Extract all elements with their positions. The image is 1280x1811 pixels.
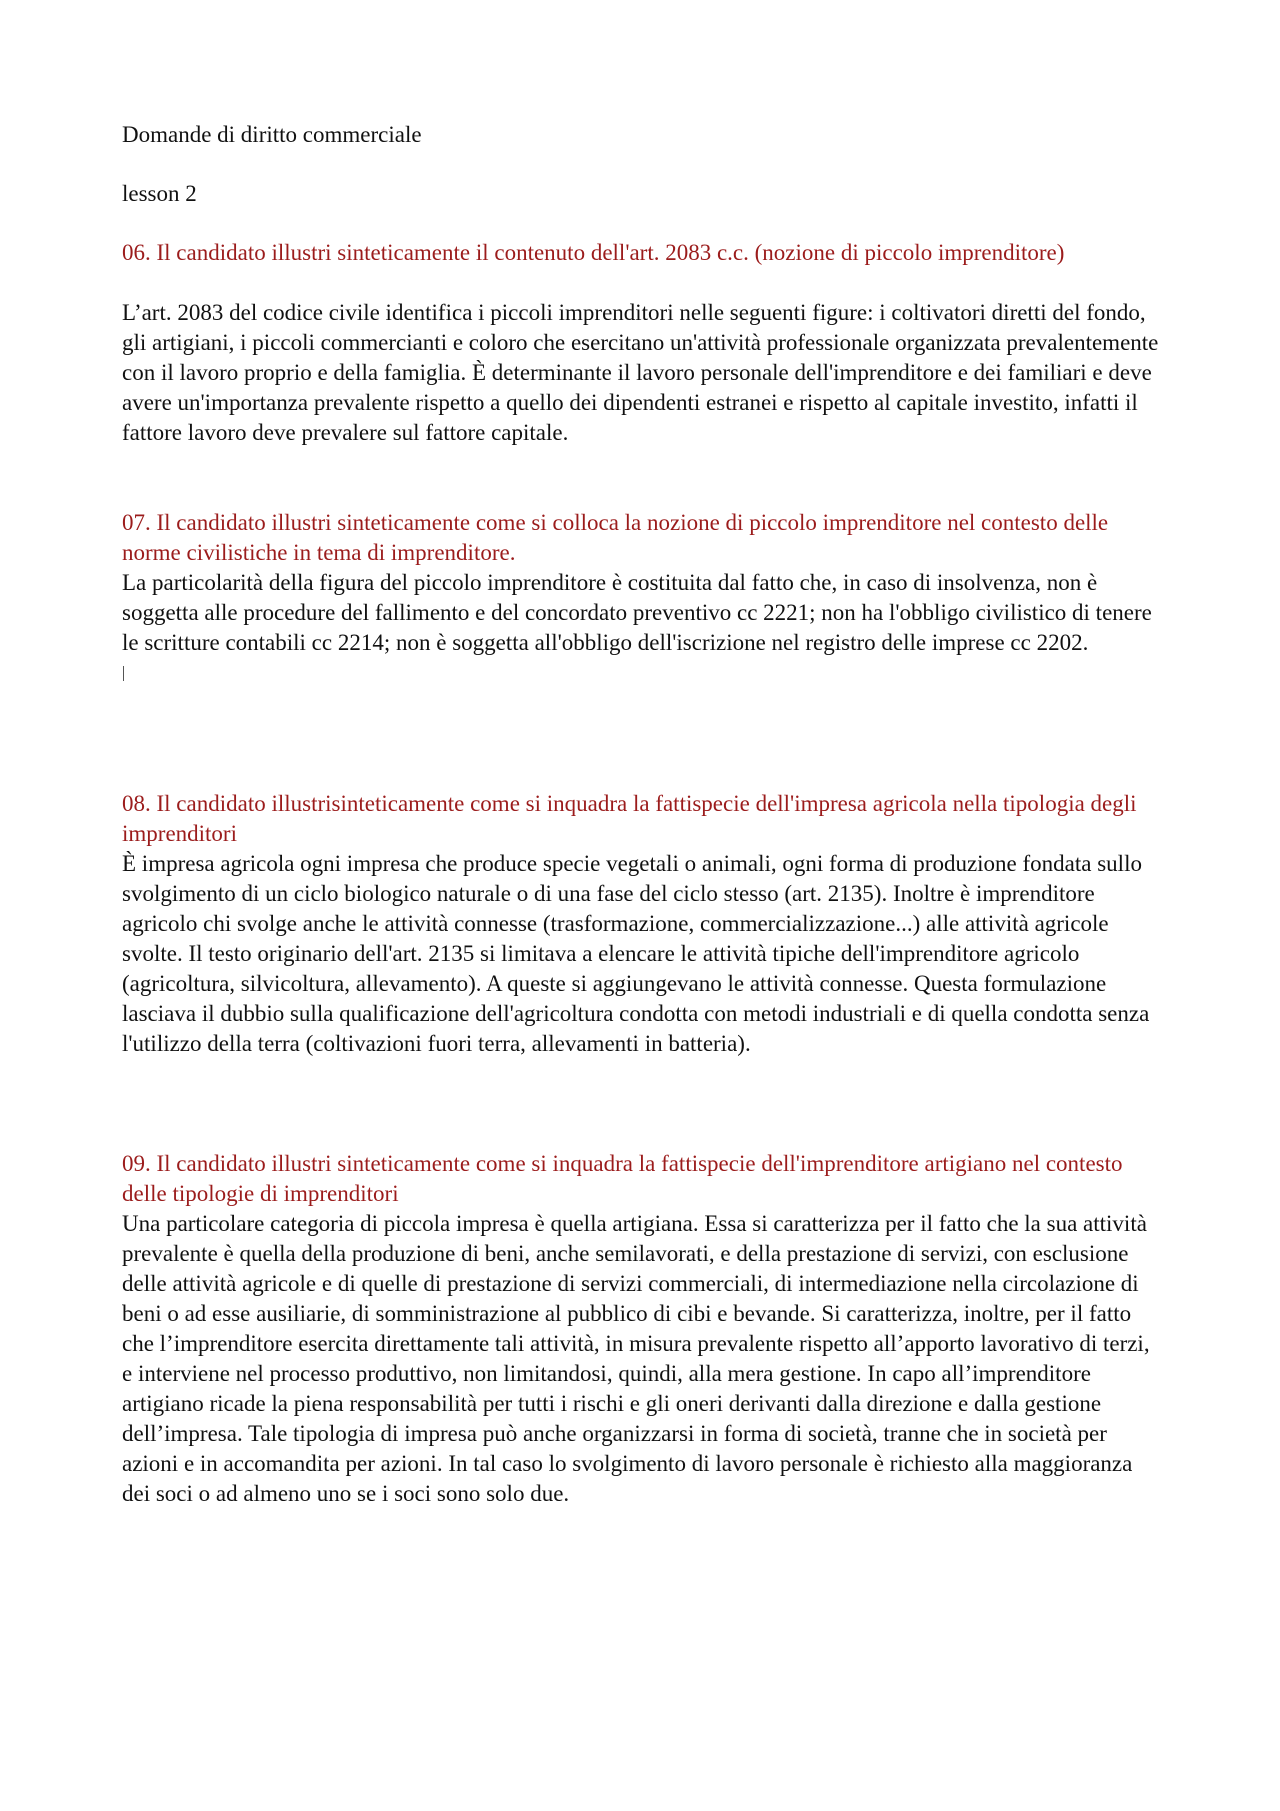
- answer-text: L’art. 2083 del codice civile identifica i piccoli imprenditori nelle seguenti figure: i coltivatori diretti del fondo, gli artigiani, i piccoli commercianti e coloro che esercitano un'attività professionale organizzata prevalentemente con il lavoro proprio e della famiglia. È determinante il lavoro personale dell'imprenditore e dei familiari e deve avere un'importanza prevalente rispetto a quello dei dipendenti estranei e rispetto al capitale investito, infatti il fattore lavoro deve prevalere sul fattore capitale.: [122, 300, 1159, 445]
- question-section-07: [122, 508, 1162, 681]
- question-section-08: [122, 789, 1162, 1059]
- answer-text: Una particolare categoria di piccola impresa è quella artigiana. Essa si caratterizza per il fatto che la sua attività prevalente è quella della produzione di beni, anche semilavorati, e della prestazione di servizi, con esclusione delle attività agricole e di quelle di prestazione di servizi commerciali, di intermediazione nella circolazione di beni o ad esse ausiliarie, di somministrazione al pubblico di cibi e bevande. Si caratterizza, inoltre, per il fatto che l’imprenditore esercita direttamente tali attività, in misura prevalente rispetto all’apporto lavorativo di terzi, e interviene nel processo produttivo, non limitandosi, quindi, alla mera gestione. In capo all’imprenditore artigiano ricade la piena responsabilità per tutti i rischi e gli oneri derivanti dalla direzione e dalla gestione dell’impresa. Tale tipologia di impresa può anche organizzarsi in forma di società, tranne che in società per azioni e in accomandita per azioni. In tal caso lo svolgimento di lavoro personale è richiesto alla maggioranza dei soci o ad almeno uno se i soci sono solo due.: [122, 1211, 1150, 1506]
- question-heading: 06. Il candidato illustri sinteticamente il contenuto dell'art. 2083 c.c. (nozione di piccolo imprenditore): [122, 240, 1065, 265]
- answer-text: È impresa agricola ogni impresa che produce specie vegetali o animali, ogni forma di produzione fondata sullo svolgimento di un ciclo biologico naturale o di una fase del ciclo stesso (art. 2135). Inoltre è imprenditore agricolo chi svolge anche le attività connesse (trasformazione, commercializzazione...) alle attività agricole svolte. Il testo originario dell'art. 2135 si limitava a elencare le attività tipiche dell'imprenditore agricolo (agricoltura, silvicoltura, allevamento). A queste si aggiungevano le attività connesse. Questa formulazione lasciava il dubbio sulla qualificazione dell'agricoltura condotta con metodi industriali e di quella condotta senza l'utilizzo della terra (coltivazioni fuori terra, allevamenti in batteria).: [122, 851, 1150, 1056]
- question-heading: 08. Il candidato illustrisinteticamente come si inquadra la fattispecie dell'impresa agricola nella tipologia degli imprenditori: [122, 791, 1137, 846]
- lesson-label: lesson 2: [122, 181, 197, 206]
- question-heading: 07. Il candidato illustri sinteticamente come si colloca la nozione di piccolo imprenditore nel contesto delle norme civilistiche in tema di imprenditore.: [122, 510, 1109, 565]
- text-cursor-mark: [123, 666, 124, 681]
- document-title: Domande di diritto commerciale: [122, 122, 422, 147]
- document-page: [122, 120, 1162, 1509]
- question-section-06: [122, 238, 1162, 448]
- question-section-09: [122, 1149, 1162, 1509]
- question-heading: 09. Il candidato illustri sinteticamente come si inquadra la fattispecie dell'imprenditore artigiano nel contesto delle tipologie di imprenditori: [122, 1151, 1123, 1206]
- answer-text: La particolarità della figura del piccolo imprenditore è costituita dal fatto che, in caso di insolvenza, non è soggetta alle procedure del fallimento e del concordato preventivo cc 2221; non ha l'obbligo civilistico di tenere le scritture contabili cc 2214; non è soggetta all'obbligo dell'iscrizione nel registro delle imprese cc 2202.: [122, 570, 1152, 655]
